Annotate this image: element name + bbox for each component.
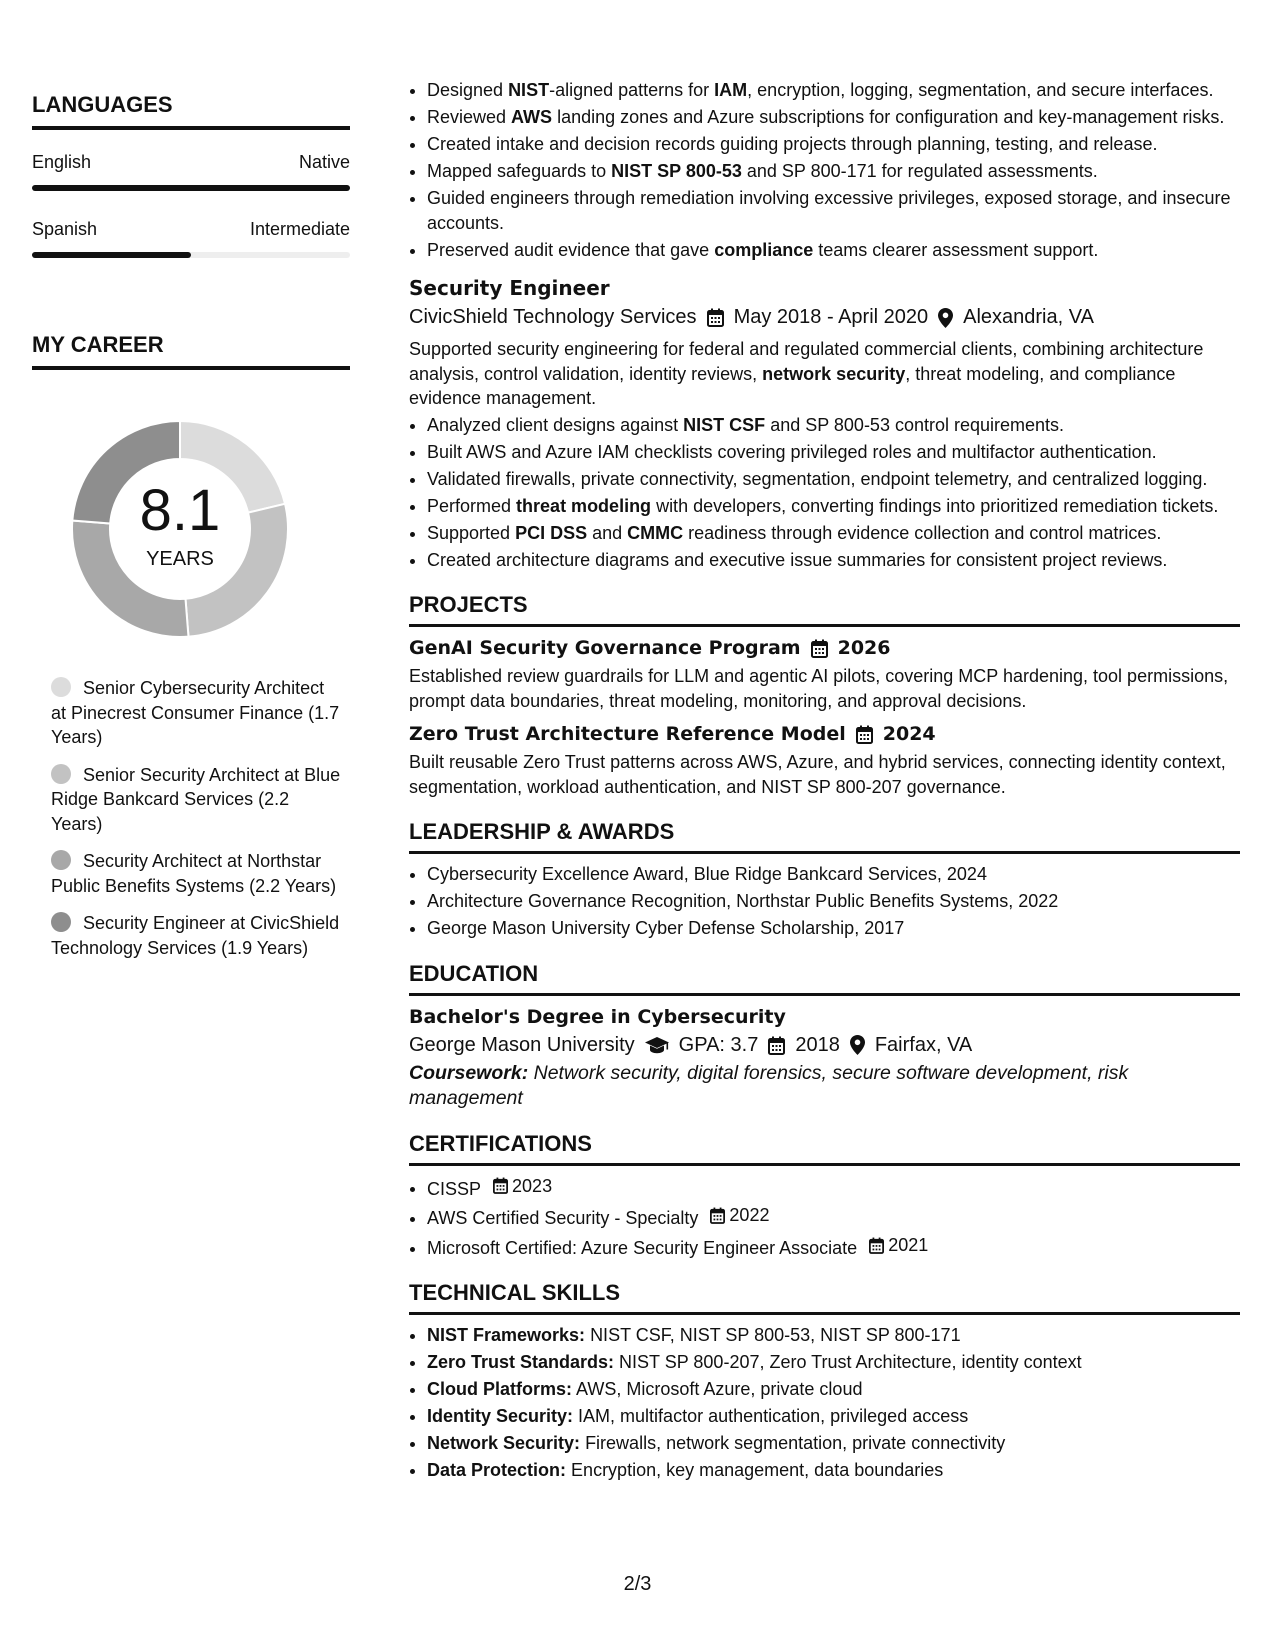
bullet-item: • Validated firewalls, private connectivity, segmentation, endpoint telemetry, and centralized logging. xyxy=(427,467,1240,492)
calendar-icon xyxy=(811,639,828,658)
gpa: GPA: 3.7 xyxy=(678,1033,759,1056)
language-proficiency-bar xyxy=(32,252,350,258)
project-name: GenAI Security Governance Program xyxy=(409,637,801,659)
degree-title: Bachelor's Degree in Cybersecurity xyxy=(409,1005,786,1028)
awards-list xyxy=(409,862,1240,941)
legend-dot xyxy=(51,677,71,697)
skill-item xyxy=(427,1404,1240,1429)
graduation-year: 2018 xyxy=(795,1033,840,1056)
skill-item xyxy=(427,1377,1240,1402)
legend-label: Senior Cybersecurity Architect at Pinecrest Consumer Finance (1.7 Years) xyxy=(51,678,340,747)
calendar-icon xyxy=(493,1177,508,1194)
language-proficiency-fill xyxy=(32,185,350,191)
legend-dot xyxy=(51,764,71,784)
skill-label: Data Protection: xyxy=(427,1460,567,1481)
skill-value: Firewalls, network segmentation, private connectivity xyxy=(585,1433,1006,1454)
right-column xyxy=(409,78,1240,1485)
job-description: Supported security engineering for federal and regulated commercial clients, combining architecture analysis, control validation, identity reviews, network security, threat modeling, and compliance evidence management. xyxy=(409,339,1204,408)
language-name: English xyxy=(32,152,92,172)
project-name: Zero Trust Architecture Reference Model xyxy=(409,723,846,745)
donut-center xyxy=(65,414,295,644)
language-name: Spanish xyxy=(32,219,98,239)
calendar-icon xyxy=(856,725,873,744)
legend-item xyxy=(51,763,341,837)
bullet-item: • Designed NIST-aligned patterns for IAM, encryption, logging, segmentation, and secure interfaces. xyxy=(427,78,1240,103)
certification-name: AWS Certified Security - Specialty xyxy=(427,1208,699,1228)
certification-name: CISSP xyxy=(427,1178,482,1199)
legend-label: Security Architect at Northstar Public Benefits Systems (2.2 Years) xyxy=(51,851,337,896)
award-item: • George Mason University Cyber Defense Scholarship, 2017 xyxy=(427,916,1240,941)
school-name: George Mason University xyxy=(409,1033,635,1056)
skills-list xyxy=(409,1323,1240,1483)
certifications-list xyxy=(409,1174,1240,1261)
certification-item xyxy=(427,1203,1240,1230)
job-meta xyxy=(409,306,1240,329)
award-item: • Cybersecurity Excellence Award, Blue Ridge Bankcard Services, 2024 xyxy=(427,862,1240,887)
bullet-item: • Preserved audit evidence that gave compliance teams clearer assessment support. xyxy=(427,238,1240,263)
skill-item xyxy=(427,1431,1240,1456)
graduation-cap-icon xyxy=(645,1036,669,1054)
skill-value: NIST SP 800-207, Zero Trust Architecture, identity context xyxy=(619,1352,1082,1373)
legend-item xyxy=(51,849,341,898)
certifications-heading: CERTIFICATIONS xyxy=(409,1131,1240,1166)
education-meta xyxy=(409,1034,1240,1057)
skill-label: Zero Trust Standards: xyxy=(427,1352,615,1373)
legend-item xyxy=(51,911,341,960)
education-heading: EDUCATION xyxy=(409,961,1240,996)
project-year: 2024 xyxy=(882,723,936,745)
calendar-icon xyxy=(707,308,724,327)
skills-heading: TECHNICAL SKILLS xyxy=(409,1280,1240,1315)
bullet-item: • Built AWS and Azure IAM checklists covering privileged roles and multifactor authentication. xyxy=(427,440,1240,465)
location-pin-icon xyxy=(938,308,953,328)
skill-label: NIST Frameworks: xyxy=(427,1325,586,1346)
legend-label: Senior Security Architect at Blue Ridge Bankcard Services (2.2 Years) xyxy=(51,764,341,834)
skill-item xyxy=(427,1350,1240,1375)
page-number: 2/3 xyxy=(623,1573,652,1595)
job-bullets xyxy=(409,413,1240,573)
school-location: Fairfax, VA xyxy=(874,1033,973,1056)
location-pin-icon xyxy=(850,1035,865,1055)
project-item xyxy=(409,723,1240,799)
coursework-label: Coursework: xyxy=(409,1061,529,1084)
project-description: Built reusable Zero Trust patterns across AWS, Azure, and hybrid services, connecting identity context, segmentation, workload authentication, and NIST SP 800-207 governance. xyxy=(409,752,1226,797)
certification-year: 2023 xyxy=(512,1175,553,1196)
skill-item xyxy=(427,1458,1240,1483)
bullet-item: • Mapped safeguards to NIST SP 800-53 and SP 800-171 for regulated assessments. xyxy=(427,159,1240,184)
career-heading: MY CAREER xyxy=(32,332,350,370)
career-donut-chart xyxy=(65,414,295,644)
skill-value: Encryption, key management, data boundaries xyxy=(571,1460,944,1481)
certification-year: 2022 xyxy=(729,1205,770,1226)
language-level: Native xyxy=(298,152,350,172)
skill-value: IAM, multifactor authentication, privileged access xyxy=(578,1406,969,1427)
bullet-item: • Created intake and decision records guiding projects through planning, testing, and release. xyxy=(427,132,1240,157)
total-years: 8.1 xyxy=(139,477,221,543)
award-item: • Architecture Governance Recognition, Northstar Public Benefits Systems, 2022 xyxy=(427,889,1240,914)
calendar-icon xyxy=(710,1207,725,1224)
skill-value: NIST CSF, NIST SP 800-53, NIST SP 800-171 xyxy=(590,1325,961,1346)
language-item xyxy=(32,219,350,258)
bullet-item: • Guided engineers through remediation involving excessive privileges, exposed storage, and insecure accounts. xyxy=(427,186,1240,235)
project-item xyxy=(409,637,1240,713)
bullet-item: • Reviewed AWS landing zones and Azure subscriptions for configuration and key-management risks. xyxy=(427,105,1240,130)
languages-heading: LANGUAGES xyxy=(32,92,350,130)
project-description: Established review guardrails for LLM and agentic AI pilots, covering MCP hardening, tool permissions, prompt data boundaries, threat modeling, monitoring, and approval decisions. xyxy=(409,666,1229,711)
skill-value: AWS, Microsoft Azure, private cloud xyxy=(576,1379,863,1400)
legend-dot xyxy=(51,912,71,932)
job-location: Alexandria, VA xyxy=(963,306,1094,328)
calendar-icon xyxy=(869,1237,884,1254)
calendar-icon xyxy=(768,1036,785,1055)
job-dates: May 2018 - April 2020 xyxy=(733,306,929,328)
skill-label: Cloud Platforms: xyxy=(427,1379,573,1400)
language-item xyxy=(32,152,350,191)
total-years-unit: YEARS xyxy=(146,547,214,570)
awards-heading: LEADERSHIP & AWARDS xyxy=(409,819,1240,854)
language-level: Intermediate xyxy=(249,219,350,239)
language-list xyxy=(32,152,350,258)
career-legend xyxy=(51,676,350,960)
certification-item xyxy=(427,1174,1240,1201)
projects-heading: PROJECTS xyxy=(409,592,1240,627)
prev-job-bullets xyxy=(409,78,1240,262)
legend-label: Security Engineer at CivicShield Technology Services (1.9 Years) xyxy=(51,913,340,958)
job-title: Security Engineer xyxy=(409,276,610,300)
coursework-text: Network security, digital forensics, secure software development, risk management xyxy=(409,1061,1129,1109)
coursework xyxy=(409,1061,1240,1111)
left-column xyxy=(32,92,350,973)
bullet-item: • Performed threat modeling with developers, converting findings into prioritized remediation tickets. xyxy=(427,494,1240,519)
certification-year: 2021 xyxy=(888,1235,929,1255)
legend-item xyxy=(51,676,341,750)
certification-name: Microsoft Certified: Azure Security Engineer Associate xyxy=(427,1237,858,1258)
project-year: 2026 xyxy=(837,637,891,659)
legend-dot xyxy=(51,850,71,870)
skill-label: Identity Security: xyxy=(427,1406,574,1427)
certification-item xyxy=(427,1233,1240,1260)
language-proficiency-fill xyxy=(32,252,191,258)
bullet-item: • Supported PCI DSS and CMMC readiness through evidence collection and control matrices. xyxy=(427,521,1240,546)
job-company: CivicShield Technology Services xyxy=(409,306,697,328)
bullet-item: • Created architecture diagrams and executive issue summaries for consistent project reviews. xyxy=(427,548,1240,573)
language-proficiency-bar xyxy=(32,185,350,191)
skill-label: Network Security: xyxy=(427,1433,581,1454)
skill-item xyxy=(427,1323,1240,1348)
bullet-item: • Analyzed client designs against NIST CSF and SP 800-53 control requirements. xyxy=(427,413,1240,438)
